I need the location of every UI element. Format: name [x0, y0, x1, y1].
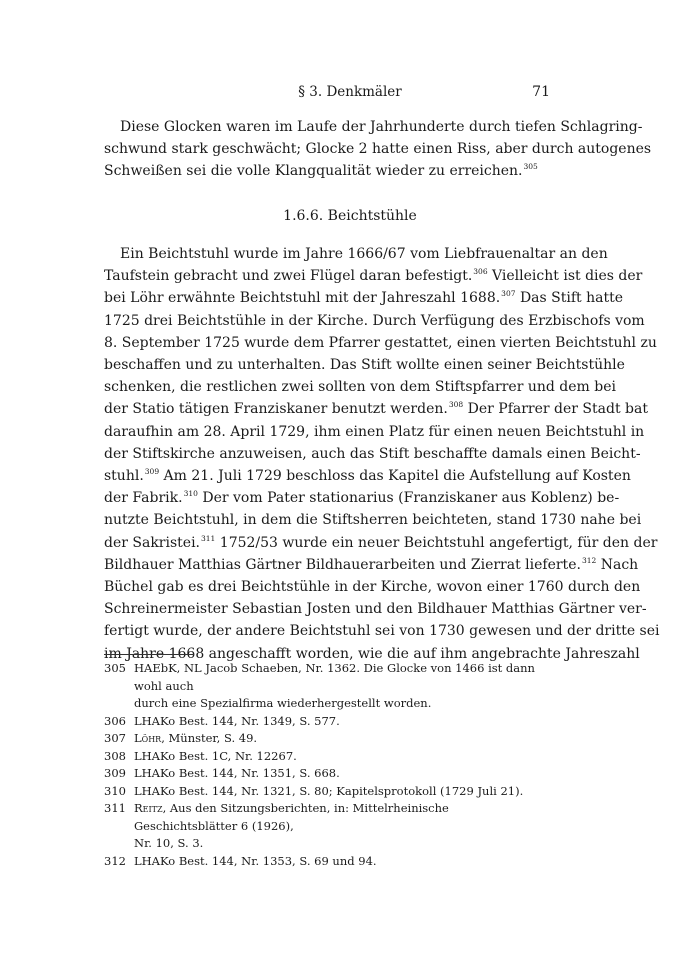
running-head: [0, 84, 700, 104]
text-line: Taufstein gebracht und zwei Flügel daran befestigt.$^{306}$ Vielleicht ist dies der: [104, 267, 643, 285]
footnote-number: 308: [104, 748, 126, 763]
text-line: schenken, die restlichen zwei sollten von dem Stiftspfarrer und dem bei: [104, 379, 616, 396]
footnote-text: Nr. 10, S. 3.: [134, 836, 204, 850]
footnote-text: LHAKo Best. 1C, Nr. 12267.: [134, 748, 297, 763]
footnote-ref: 305: [523, 162, 538, 172]
text-line: daraufhin am 28. April 1729, ihm einen Platz für einen neuen Beichtstuhl in: [104, 423, 645, 440]
footnote-ref: 306: [473, 267, 488, 277]
text-line: fertigt wurde, der andere Beichtstuhl sei von 1730 gewesen und der dritte sei: [104, 623, 660, 640]
footnote-307: [104, 730, 547, 748]
text-line: Ein Beichtstuhl wurde im Jahre 1666/67 vom Liebfrauenaltar an den: [120, 246, 608, 262]
footnote-text: LHAKo Best. 144, Nr. 1349, S. 577.: [134, 713, 340, 728]
text-line: der Statio tätigen Franziskaner benutzt werden.$^{308}$ Der Pfarrer der Stadt bat: [104, 400, 648, 418]
footnote-number: 312: [104, 853, 126, 868]
text-line: stuhl.$^{309}$ Am 21. Juli 1729 beschloss das Kapitel die Aufstellung auf Kosten: [104, 467, 631, 485]
footnote-author: Reitz: [134, 801, 163, 815]
text-line: im Jahre 1668 angeschafft worden, wie die auf ihm angebrachte Jahreszahl: [104, 645, 640, 662]
footnote-310: [104, 783, 547, 801]
footnote-number: 306: [104, 713, 126, 728]
text-line: der Stiftskirche anzuweisen, auch das Stift beschaffte damals einen Beicht-: [104, 445, 641, 462]
footnote-ref: 312: [581, 555, 597, 565]
text-line: Büchel gab es drei Beichtstühle in der Kirche, wovon einer 1760 durch den: [104, 579, 641, 596]
text-line: Schweißen sei die volle Klangqualität wieder zu erreichen.$^{305}$: [104, 162, 538, 180]
text-line: Schreinermeister Sebastian Josten und den Bildhauer Matthias Gärtner ver-: [104, 601, 647, 618]
footnote-312: [104, 853, 547, 871]
footnote-text: , Münster, S. 49.: [161, 731, 258, 745]
footnote-ref: 310: [183, 489, 198, 499]
text-line: beschaffen und zu unterhalten. Das Stift wollte einen seiner Beichtstühle: [104, 357, 625, 374]
footnote-number: 311: [104, 801, 126, 815]
paragraph-confessionals: [104, 243, 660, 665]
footnote-separator: [104, 654, 194, 655]
text-line: 8. September 1725 wurde dem Pfarrer gestattet, einen vierten Beichtstuhl zu: [104, 334, 657, 351]
page-number: 71: [532, 84, 550, 100]
text-line: bei Löhr erwähnte Beichtstuhl mit der Jahreszahl 1688.$^{307}$ Das Stift hatte: [104, 289, 624, 307]
footnote-311: [104, 800, 547, 853]
text-line: 1725 drei Beichtstühle in der Kirche. Durch Verfügung des Erzbischofs vom: [104, 312, 645, 329]
footnote-number: 307: [104, 731, 126, 745]
footnotes: [104, 660, 547, 870]
text-line: Diese Glocken waren im Laufe der Jahrhunderte durch tiefen Schlagring-: [120, 119, 643, 135]
footnote-text: LHAKo Best. 144, Nr. 1351, S. 668.: [134, 766, 340, 780]
footnote-ref: 309: [144, 467, 160, 477]
section-title: § 3. Denkmäler: [298, 84, 402, 100]
footnote-author: Löhr: [134, 731, 162, 745]
text-line: Bildhauer Matthias Gärtner Bildhauerarbeiten und Zierrat lieferte.$^{312}$ Nach: [104, 555, 639, 573]
footnote-309: [104, 765, 547, 783]
footnote-305: [104, 660, 547, 713]
footnote-text: , Aus den Sitzungsberichten, in: Mittelrheinische Geschichtsblätter 6 (1926),: [134, 801, 449, 833]
footnote-number: 310: [104, 783, 126, 798]
footnote-ref: 311: [201, 533, 216, 543]
footnote-text: HAEbK, NL Jacob Schaeben, Nr. 1362. Die Glocke von 1466 ist dann wohl auch: [134, 661, 535, 693]
text-line: der Sakristei.$^{311}$ 1752/53 wurde ein neuer Beichtstuhl angefertigt, für den der: [104, 533, 658, 551]
footnote-number: 309: [104, 766, 126, 780]
footnote-text: LHAKo Best. 144, Nr. 1321, S. 80; Kapitelsprotokoll (1729 Juli 21).: [134, 783, 524, 798]
footnote-text: durch eine Spezialfirma wiederhergestellt worden.: [134, 696, 432, 710]
footnote-text: LHAKo Best. 144, Nr. 1353, S. 69 und 94.: [134, 853, 377, 868]
text-line: schwund stark geschwächt; Glocke 2 hatte einen Riss, aber durch autogenes: [104, 141, 652, 158]
footnote-306: [104, 713, 547, 731]
footnote-308: [104, 748, 547, 766]
footnote-ref: 308: [448, 400, 464, 410]
paragraph-bells: [104, 116, 652, 183]
text-line: der Fabrik.$^{310}$ Der vom Pater stationarius (Franziskaner aus Koblenz) be-: [104, 489, 620, 507]
footnote-ref: 307: [501, 289, 516, 299]
section-heading: 1.6.6. Beichtstühle: [283, 208, 417, 224]
footnote-number: 305: [104, 661, 126, 675]
text-line: nutzte Beichtstuhl, in dem die Stiftsherren beichteten, stand 1730 nahe bei: [104, 512, 642, 529]
